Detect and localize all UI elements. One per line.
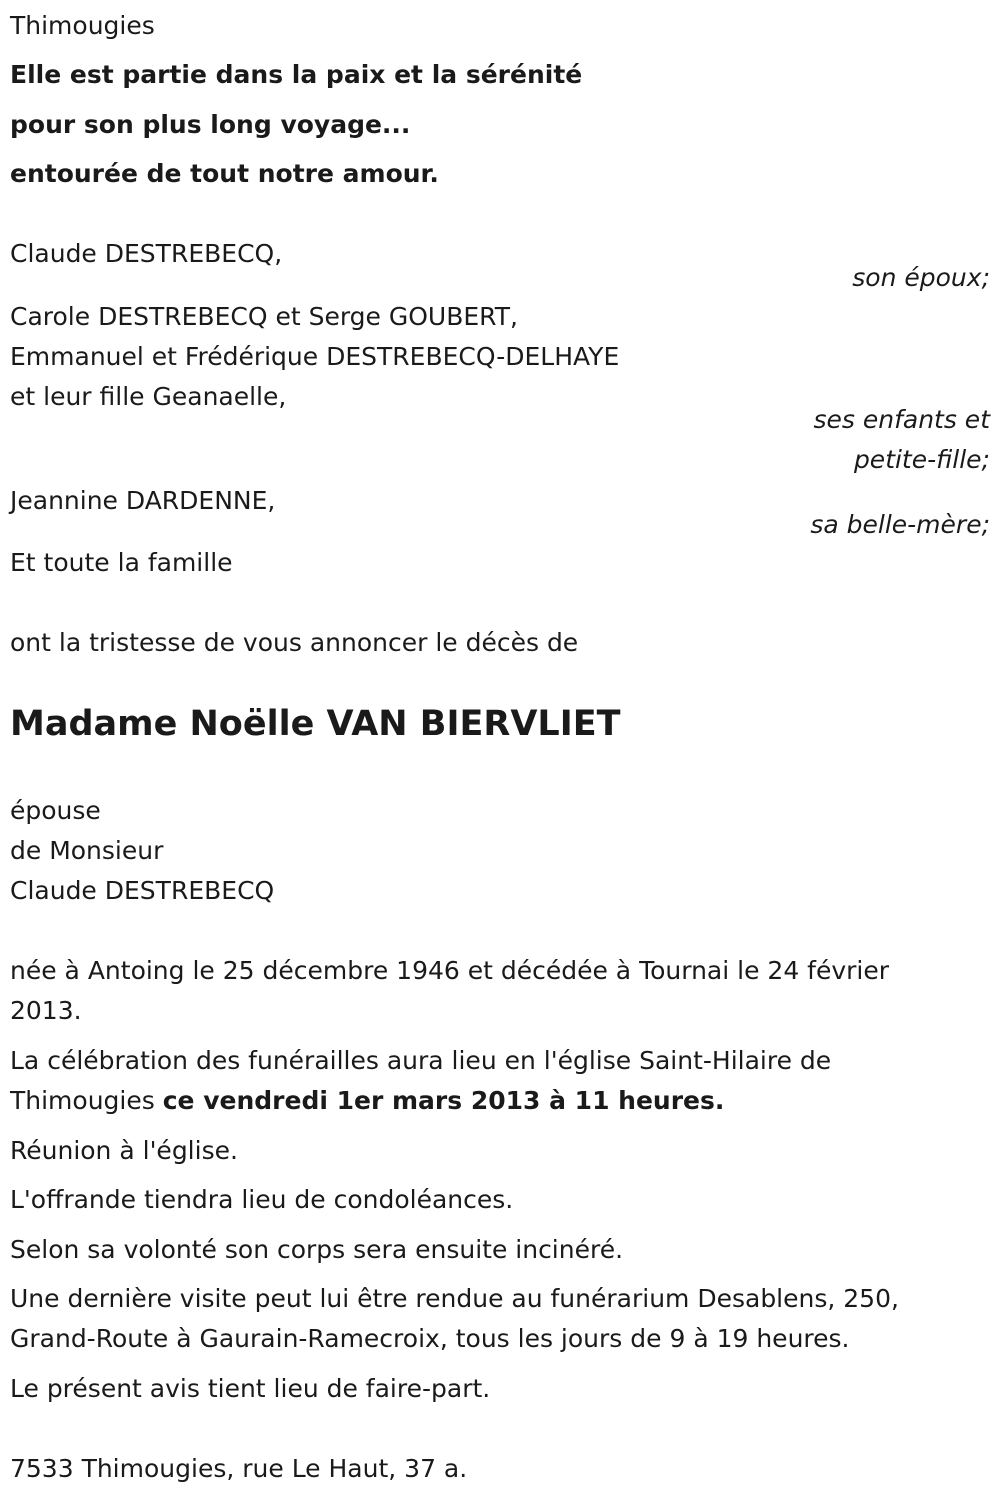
spouse-of-line-2: de Monsieur <box>10 836 164 865</box>
verse-line-3: entourée de tout notre amour. <box>10 159 439 188</box>
visit-line-2: Grand-Route à Gaurain-Ramecroix, tous les jours de 9 à 19 heures. <box>10 1324 850 1353</box>
child-line-2: Emmanuel et Frédérique DESTREBECQ-DELHAYE <box>10 342 620 371</box>
cremation-text: Selon sa volonté son corps sera ensuite incinéré. <box>10 1235 624 1264</box>
address: 7533 Thimougies, rue Le Haut, 37 a. <box>10 1454 468 1483</box>
ceremony-line-2 <box>10 1081 990 1121</box>
header-place: Thimougies <box>10 11 155 40</box>
visit-line-1: Une dernière visite peut lui être rendue au funérarium Desablens, 250, <box>10 1284 899 1313</box>
ceremony-date: ce vendredi 1er mars 2013 à 11 heures. <box>162 1086 725 1115</box>
ceremony-line-1: La célébration des funérailles aura lieu en l'église Saint-Hilaire de <box>10 1046 832 1075</box>
child-line-1: Carole DESTREBECQ et Serge GOUBERT, <box>10 302 518 331</box>
children-relation-line-1: ses enfants et <box>813 405 990 434</box>
announcement-text: ont la tristesse de vous annoncer le décès de <box>10 628 579 657</box>
birth-death-line-2: 2013. <box>10 996 82 1025</box>
spouse-of-line-3: Claude DESTREBECQ <box>10 876 275 905</box>
spouse-name: Claude DESTREBECQ, <box>10 239 283 268</box>
spouse-of-line-1: épouse <box>10 796 101 825</box>
birth-death-line-1: née à Antoing le 25 décembre 1946 et décédée à Tournai le 24 février <box>10 956 890 985</box>
whole-family: Et toute la famille <box>10 548 233 577</box>
mother-in-law-name: Jeannine DARDENNE, <box>10 486 276 515</box>
offering-text: L'offrande tiendra lieu de condoléances. <box>10 1185 514 1214</box>
child-line-3: et leur fille Geanaelle, <box>10 382 287 411</box>
children-relation-line-2: petite-fille; <box>853 445 990 474</box>
verse-line-2: pour son plus long voyage... <box>10 110 411 139</box>
spouse-relation: son époux; <box>852 263 990 292</box>
notice-text: Le présent avis tient lieu de faire-part. <box>10 1374 491 1403</box>
ceremony-place: Thimougies <box>10 1086 163 1115</box>
verse-line-1: Elle est partie dans la paix et la sérénité <box>10 60 583 89</box>
mother-in-law-relation: sa belle-mère; <box>810 510 990 539</box>
deceased-name: Madame Noëlle VAN BIERVLIET <box>10 704 621 744</box>
meeting-text: Réunion à l'église. <box>10 1136 238 1165</box>
